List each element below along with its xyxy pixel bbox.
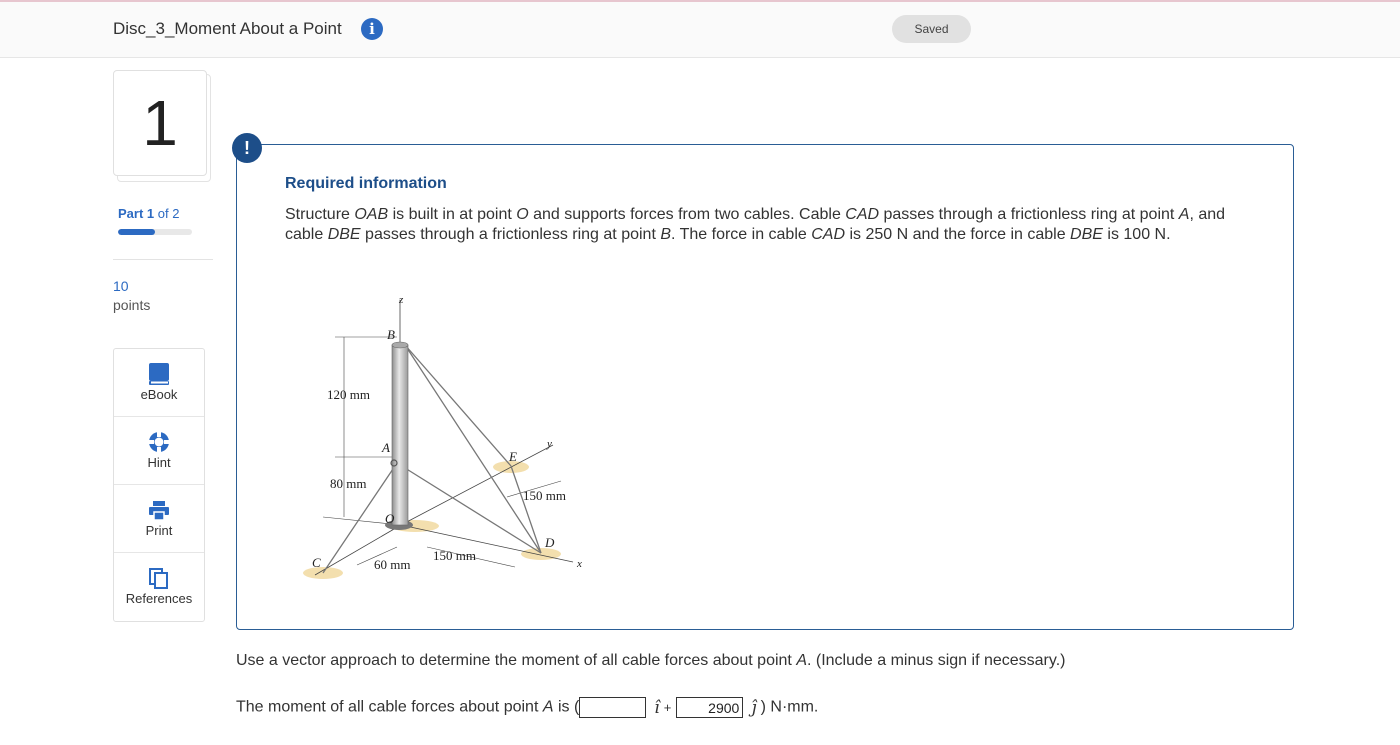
cable-be [405,345,511,466]
description-segment: O [516,206,529,223]
description-segment: passes through a frictionless ring at point [360,226,661,243]
label-z: z [399,294,404,306]
print-button[interactable] [114,485,204,553]
description-segment: is 100 N. [1102,226,1171,243]
cable-ed [511,466,541,553]
references-button[interactable] [114,553,204,621]
answer-point: A [542,698,554,716]
sidebar-divider [113,259,213,260]
question-number: 1 [113,70,207,176]
prompt-segment: . (Include a minus sign if necessary.) [806,652,1066,669]
description-segment: CAD [811,226,846,243]
j-hat-symbol: ĵ [751,697,757,718]
tools-panel [113,348,205,622]
description-segment: , and cable [285,206,1226,243]
description-segment: DBE [327,226,361,243]
description-segment: Structure [285,206,355,223]
required-information-box [236,144,1294,630]
answer-prefix: The moment of all cable forces about point [236,698,543,716]
label-o: O [385,511,395,526]
hint-label: Hint [147,455,171,470]
print-label: Print [145,523,173,538]
structure-diagram [297,285,637,605]
label-c: C [312,555,321,570]
part-current: 1 [146,206,155,221]
printer-icon [148,498,170,522]
assignment-title: Disc_3_Moment About a Point [113,19,342,38]
label-d: D [545,535,555,550]
part-word: Part [118,206,144,221]
prompt-segment: A [796,652,807,669]
i-hat-symbol: î [654,697,660,718]
question-number-card [113,70,208,180]
part-total: of 2 [157,206,180,221]
dim-150-y-label: 150 mm [523,488,566,503]
part-indicator [118,206,179,221]
question-prompt [236,652,1065,670]
dim-60-label: 60 mm [374,557,411,572]
description-segment: passes through a frictionless ring at point [879,206,1179,223]
label-e: E [509,449,517,464]
hint-button[interactable] [114,417,204,485]
book-icon [148,362,170,386]
required-info-heading: Required information [285,175,447,192]
answer-is: is ( [553,698,580,716]
part-progress-bar [118,229,192,235]
j-component-input[interactable] [676,697,743,718]
points-block [113,277,150,315]
description-segment: A [1178,206,1190,223]
dim-80-label: 80 mm [330,476,367,491]
ebook-label: eBook [140,387,178,402]
description-segment: OAB [354,206,389,223]
i-component-input[interactable] [579,697,646,718]
points-value: 10 [113,278,129,294]
answer-row [236,697,818,718]
pole-oab [392,345,408,525]
label-b: B [387,327,395,342]
header-bar [0,2,1400,58]
points-label: points [113,297,151,313]
references-label: References [125,591,193,606]
prompt-segment: Use a vector approach to determine the moment of all cable forces about point [236,652,797,669]
description-segment: is built in at point [388,206,517,223]
lifebuoy-icon [148,430,170,454]
label-y: y [547,438,552,450]
problem-description [285,205,1245,245]
label-a: A [382,440,390,455]
label-x: x [577,558,582,570]
dim-150-x-label: 150 mm [433,548,476,563]
info-icon[interactable]: i [361,18,383,40]
answer-suffix: ) N·mm. [760,698,819,716]
part-progress-fill [118,229,155,235]
description-segment: . The force in cable [671,226,812,243]
description-segment: DBE [1070,226,1103,243]
ebook-button[interactable] [114,349,204,417]
documents-icon [148,566,170,590]
description-segment: B [660,226,671,243]
pole-top [392,342,408,348]
description-segment: and supports forces from two cables. Cable [528,206,846,223]
dim-120-label: 120 mm [327,387,370,402]
description-segment: is 250 N and the force in cable [845,226,1071,243]
required-info-alert-icon: ! [232,133,262,163]
saved-status-badge: Saved [892,15,971,43]
plus-sign: + [663,700,672,715]
description-segment: CAD [845,206,880,223]
